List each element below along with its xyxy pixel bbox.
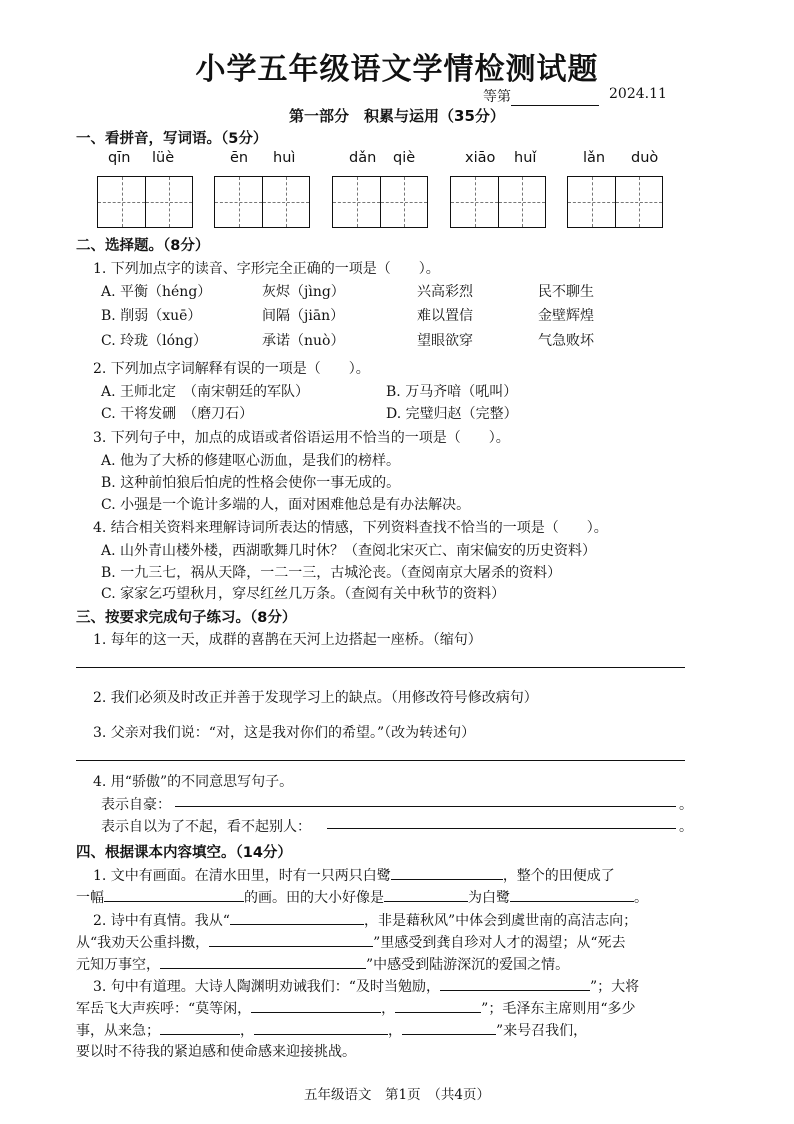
answer-line-q3-4b[interactable]	[327, 813, 676, 829]
q3-4a-period: 。	[679, 797, 693, 813]
q3-2: 2. 我们必须及时改正并善于发现学习上的缺点。（用修改符号修改病句）	[93, 690, 538, 706]
q3-4b-label: 表示自以为了不起，看不起别人：	[101, 819, 311, 835]
q4-line-8: 事，从来急； ， ， ”来号召我们，	[76, 1019, 587, 1040]
q2-1-A4: 民不聊生	[538, 284, 594, 300]
page-footer: 五年级语文 第1页 （共4页）	[304, 1087, 490, 1103]
q3-4b-period: 。	[679, 819, 693, 835]
q2-2-A: A. 王师北定 （南宋朝廷的军队）	[101, 384, 310, 400]
answer-line-q3-3[interactable]	[76, 760, 685, 761]
q4-line-3: 2. 诗中有真情。我从“ ，非是藉秋风”中体会到虞世南的高洁志向；	[93, 909, 637, 930]
q2-1-A1: A. 平衡（héng）	[101, 284, 212, 300]
writing-grid-4[interactable]	[450, 176, 546, 228]
fill-blank[interactable]	[384, 886, 468, 902]
fill-blank[interactable]	[402, 1019, 496, 1035]
grade-field	[483, 86, 599, 106]
q4-line-2: 一幅 的画。田的大小好像是 为白鹭 。	[76, 886, 648, 907]
q4-line-1: 1. 文中有画面。在清水田里，时有一只两只白鹭 ，整个的田便成了	[93, 864, 615, 885]
q2-2-stem: 2. 下列加点字词解释有误的一项是（ ）。	[93, 361, 370, 377]
q3-1: 1. 每年的这一天，成群的喜鹊在天河上边搭起一座桥。（缩句）	[93, 632, 482, 648]
fill-blank[interactable]	[209, 931, 373, 947]
q2-1-C2: 承诺（nuò）	[262, 333, 345, 349]
fill-blank[interactable]	[510, 886, 634, 902]
section-4-heading: 四、根据课本内容填空。（14分）	[76, 845, 292, 861]
exam-date: 2024.11	[609, 86, 667, 102]
q2-1-B1: B. 削弱（xuē）	[101, 308, 202, 324]
writing-grid-2[interactable]	[214, 176, 310, 228]
writing-grid-5[interactable]	[567, 176, 663, 228]
q2-4-B: B. 一九三七，祸从天降，一二一三，古城沦丧。（查阅南京大屠杀的资料）	[101, 565, 562, 581]
q2-1-C3: 望眼欲穿	[417, 333, 473, 349]
q4-line-7: 军岳飞大声疾呼：“莫等闲， ， ”；毛泽东主席则用“多少	[76, 997, 636, 1018]
q2-1-C1: C. 玲珑（lóng）	[101, 333, 207, 349]
q3-4: 4. 用“骄傲”的不同意思写句子。	[93, 774, 294, 790]
q4-line-5: 元知万事空， ”中感受到陆游深沉的爱国之情。	[76, 953, 569, 974]
pinyin-2a: ēn	[230, 150, 249, 166]
pinyin-4b: huǐ	[514, 150, 537, 166]
q2-2-B: B. 万马齐喑（吼叫）	[386, 384, 518, 400]
fill-blank[interactable]	[254, 1019, 388, 1035]
pinyin-1a: qīn	[108, 150, 131, 166]
q2-1-B2: 间隔（jiān）	[262, 308, 345, 324]
q2-1-B4: 金壁辉煌	[538, 308, 594, 324]
grade-label: 等第	[483, 89, 511, 105]
fill-blank[interactable]	[160, 953, 366, 969]
fill-blank[interactable]	[251, 997, 381, 1013]
answer-line-q3-4a[interactable]	[175, 791, 676, 807]
fill-blank[interactable]	[395, 997, 481, 1013]
q2-3-B: B. 这种前怕狼后怕虎的性格会使你一事无成的。	[101, 475, 401, 491]
q2-1-A3: 兴高彩烈	[417, 284, 473, 300]
q3-4a-label: 表示自豪：	[101, 797, 171, 813]
pinyin-2b: huì	[273, 150, 296, 166]
q2-4-C: C. 家家乞巧望秋月，穿尽红丝几万条。（查阅有关中秋节的资料）	[101, 586, 506, 602]
part-title: 第一部分 积累与运用（35分）	[289, 107, 505, 125]
q2-1-stem: 1. 下列加点字的读音、字形完全正确的一项是（ ）。	[93, 261, 440, 277]
fill-blank[interactable]	[104, 886, 244, 902]
q4-line-6: 3. 句中有道理。大诗人陶渊明劝诫我们：“及时当勉励， ”；大将	[93, 975, 639, 996]
q4-line-9: 要以时不待我的紧迫感和使命感来迎接挑战。	[76, 1044, 356, 1060]
fill-blank[interactable]	[160, 1019, 240, 1035]
q2-2-C: C. 干将发硎 （磨刀石）	[101, 406, 254, 422]
q2-1-C4: 气急败坏	[538, 333, 594, 349]
writing-grid-1[interactable]	[97, 176, 193, 228]
q3-3: 3. 父亲对我们说：“对，这是我对你们的希望。”（改为转述句）	[93, 725, 476, 741]
pinyin-5b: duò	[631, 150, 659, 166]
pinyin-5a: lǎn	[583, 150, 606, 166]
q2-4-A: A. 山外青山楼外楼，西湖歌舞几时休？（查阅北宋灭亡、南宋偏安的历史资料）	[101, 543, 597, 559]
section-2-heading: 二、选择题。（8分）	[76, 238, 210, 254]
q2-1-A2: 灰烬（jìng）	[262, 284, 345, 300]
pinyin-3a: dǎn	[349, 150, 377, 166]
answer-line-q3-1[interactable]	[76, 667, 685, 668]
q2-1-B3: 难以置信	[417, 308, 473, 324]
q2-3-stem: 3. 下列句子中，加点的成语或者俗语运用不恰当的一项是（ ）。	[93, 430, 510, 446]
section-3-heading: 三、按要求完成句子练习。（8分）	[76, 610, 297, 626]
q2-3-A: A. 他为了大桥的修建呕心沥血，是我们的榜样。	[101, 453, 401, 469]
page-title: 小学五年级语文学情检测试题	[195, 52, 599, 87]
fill-blank[interactable]	[230, 909, 364, 925]
fill-blank[interactable]	[391, 864, 503, 880]
pinyin-3b: qiè	[393, 150, 416, 166]
q2-3-C: C. 小强是一个诡计多端的人，面对困难他总是有办法解决。	[101, 497, 471, 513]
section-1-heading: 一、看拼音，写词语。（5分）	[76, 131, 268, 147]
writing-grid-3[interactable]	[332, 176, 428, 228]
fill-blank[interactable]	[440, 975, 590, 991]
q4-line-4: 从“我劝天公重抖擞， ”里感受到龚自珍对人才的渴望；从“死去	[76, 931, 626, 952]
pinyin-4a: xiāo	[465, 150, 496, 166]
pinyin-1b: lüè	[152, 150, 175, 166]
q2-2-D: D. 完璧归赵（完整）	[386, 406, 518, 422]
q2-4-stem: 4. 结合相关资料来理解诗词所表达的情感，下列资料查找不恰当的一项是（ ）。	[93, 520, 608, 536]
